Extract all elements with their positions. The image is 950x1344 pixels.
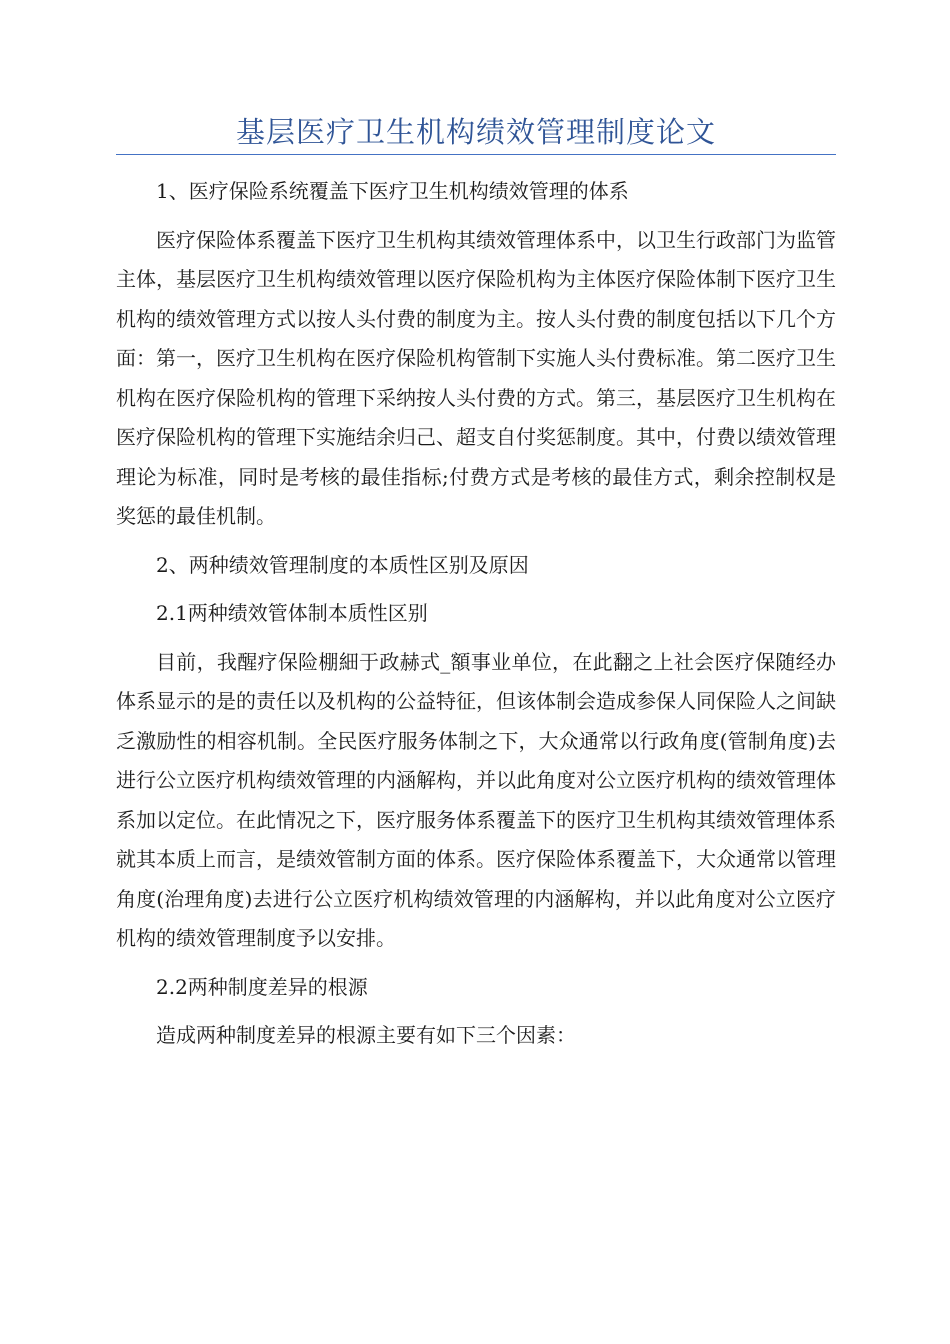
body-paragraph-3: 造成两种制度差异的根源主要有如下三个因素： [156,1023,576,1047]
subsection-heading-2-2: 2.2两种制度差异的根源 [156,974,368,999]
document-title: 基层医疗卫生机构绩效管理制度论文 [235,115,716,149]
section-heading-1: 1、医疗保险系统覆盖下医疗卫生机构绩效管理的体系 [156,179,629,203]
body-paragraph-2: 目前，我醒疗保险棚細于政赫式_額事业单位，在此翻之上社会医疗保随经办体系显示的是的责任以及机构的公益特征，但该体制会造成参保人同保险人之间缺乏激励性的相容机制。全民医疗服务体制之下，大众通常以行政角度(管制角度)去进行公立医疗机构绩效管理的内涵解构，并以此角度对公立医疗机构的绩效管理体系加以定位。在此情况之下，医疗服务体系覆盖下的医疗卫生机构其绩效管理体系就其本质上而言，是绩效管制方面的体系。医疗保险体系覆盖下，大众通常以管理角度(治理角度)去进行公立医疗机构绩效管理的内涵解构，并以此角度对公立医疗机构的绩效管理制度予以安排。 [116,649,836,950]
subsection-heading-2-1: 2.1两种绩效管体制本质性区别 [156,601,428,625]
document-body [116,172,836,1056]
section-heading-2: 2、两种绩效管理制度的本质性区别及原因 [156,552,529,577]
body-paragraph-1: 医疗保险体系覆盖下医疗卫生机构其绩效管理体系中，以卫生行政部门为监管主体，基层医疗卫生机构绩效管理以医疗保险机构为主体医疗保险体制下医疗卫生机构的绩效管理方式以按人头付费的制度为主。按人头付费的制度包括以下几个方面：第一，医疗卫生机构在医疗保险机构管制下实施人头付费标准。第二医疗卫生机构在医疗保险机构的管理下采纳按人头付费的方式。第三，基层医疗卫生机构在医疗保险机构的管理下实施结余归己、超支自付奖惩制度。其中，付费以绩效管理理论为标准，同时是考核的最佳指标;付费方式是考核的最佳方式，剩余控制权是奖惩的最佳机制。 [116,227,836,528]
title-underline [116,154,836,155]
